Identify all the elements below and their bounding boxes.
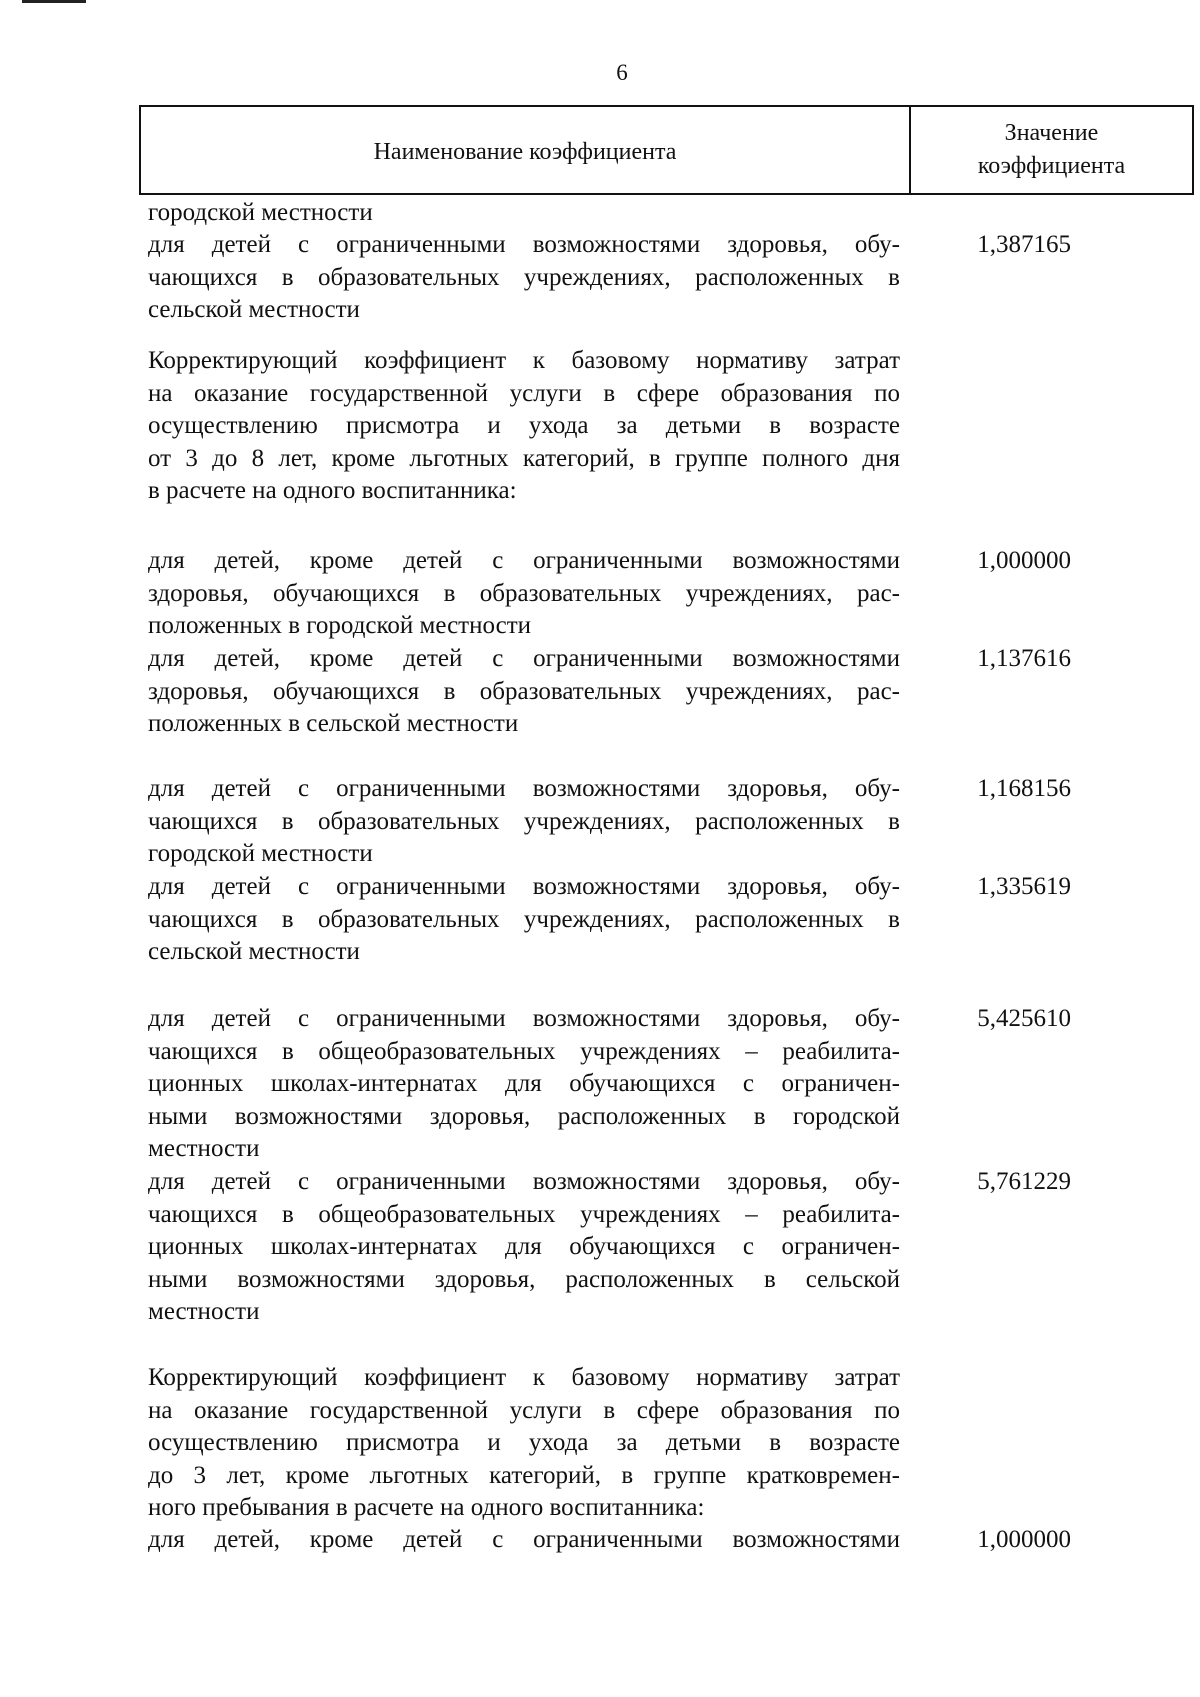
- item-text-line: здоровья, обучающихся в образовательных учреждениях, рас-: [148, 579, 900, 607]
- coefficient-section-heading: [148, 345, 900, 508]
- header-name-column: Наименование коэффициента: [141, 107, 911, 193]
- item-text-line: для детей с ограниченными возможностями здоровья, обу-: [148, 231, 900, 258]
- coefficient-value: 1,168156: [977, 775, 1071, 802]
- coefficient-item: [148, 1003, 900, 1166]
- coefficient-item: [148, 1166, 900, 1329]
- item-text-line: чающихся в образовательных учреждениях, расположенных в: [148, 905, 900, 933]
- item-text-line: чающихся в общеобразовательных учреждениях – реабилита-: [148, 1200, 900, 1228]
- scan-corner-mark: [22, 0, 86, 3]
- coefficient-value: 5,761229: [977, 1168, 1071, 1195]
- item-text-line: сельской местности: [148, 938, 360, 965]
- coefficient-value: 1,137616: [977, 645, 1071, 672]
- coefficient-item: [148, 871, 900, 969]
- item-text-line: положенных в городской местности: [148, 612, 531, 639]
- page-number: 6: [616, 60, 628, 85]
- item-text-line: осуществлению присмотра и ухода за детьми в возрасте: [148, 412, 900, 439]
- item-text-line: от 3 до 8 лет, кроме льготных категорий, в группе полного дня: [148, 444, 900, 472]
- item-text-line: положенных в сельской местности: [148, 710, 519, 737]
- item-text-line: до 3 лет, кроме льготных категорий, в группе кратковремен-: [148, 1461, 900, 1489]
- item-text-line: в расчете на одного воспитанника:: [148, 477, 517, 504]
- item-text-line: для детей, кроме детей с ограниченными возможностями: [148, 645, 900, 672]
- item-text-line: для детей с ограниченными возможностями здоровья, обу-: [148, 775, 900, 802]
- coefficient-value: 5,425610: [977, 1005, 1071, 1032]
- item-text-line: для детей с ограниченными возможностями здоровья, обу-: [148, 1168, 900, 1195]
- coefficient-item: [148, 773, 900, 871]
- coefficient-section-heading: [148, 1362, 900, 1525]
- header-value-column: [911, 107, 1192, 193]
- item-text-line: сельской местности: [148, 296, 360, 323]
- item-text-line: Корректирующий коэффициент к базовому нормативу затрат: [148, 1364, 900, 1391]
- item-text-line: для детей с ограниченными возможностями здоровья, обу-: [148, 1005, 900, 1032]
- item-text-line: для детей с ограниченными возможностями здоровья, обу-: [148, 873, 900, 900]
- item-text-line: Корректирующий коэффициент к базовому нормативу затрат: [148, 347, 900, 374]
- item-text-line: ного пребывания в расчете на одного воспитанника:: [148, 1494, 705, 1521]
- item-text-line: ционных школах-интернатах для обучающихся с ограничен-: [148, 1233, 900, 1260]
- coefficient-item: [148, 1524, 900, 1557]
- coefficient-value: 1,335619: [977, 873, 1071, 900]
- item-text-line: для детей, кроме детей с ограниченными возможностями: [148, 547, 900, 574]
- item-text-line: местности: [148, 1135, 260, 1162]
- coefficient-value: 1,000000: [977, 1526, 1071, 1553]
- coefficient-value: 1,387165: [977, 231, 1071, 258]
- coefficient-item: [148, 545, 900, 643]
- item-text-line: городской местности: [148, 840, 373, 867]
- item-text-line: на оказание государственной услуги в сфере образования по: [148, 379, 900, 407]
- item-text-line: ными возможностями здоровья, расположенных в городской: [148, 1102, 900, 1130]
- item-text-line: осуществлению присмотра и ухода за детьми в возрасте: [148, 1429, 900, 1456]
- item-text-line: чающихся в общеобразовательных учреждениях – реабилита-: [148, 1037, 900, 1065]
- item-text-line: городской местности: [148, 199, 373, 226]
- coefficient-item: [148, 643, 900, 741]
- item-text-line: ционных школах-интернатах для обучающихся с ограничен-: [148, 1070, 900, 1097]
- header-value-line-2: коэффициента: [977, 153, 1126, 179]
- item-text-line: ными возможностями здоровья, расположенных в сельской: [148, 1265, 900, 1293]
- header-value-line-1: Значение: [1004, 120, 1099, 146]
- item-text-line: местности: [148, 1298, 260, 1325]
- item-text-line: на оказание государственной услуги в сфере образования по: [148, 1396, 900, 1424]
- coefficient-item: [148, 229, 900, 327]
- coefficient-item: [148, 197, 900, 230]
- coefficient-value: 1,000000: [977, 547, 1071, 574]
- item-text-line: чающихся в образовательных учреждениях, расположенных в: [148, 807, 900, 835]
- item-text-line: здоровья, обучающихся в образовательных учреждениях, рас-: [148, 677, 900, 705]
- item-text-line: чающихся в образовательных учреждениях, расположенных в: [148, 263, 900, 291]
- item-text-line: для детей, кроме детей с ограниченными возможностями: [148, 1526, 900, 1553]
- table-header: [139, 105, 1194, 195]
